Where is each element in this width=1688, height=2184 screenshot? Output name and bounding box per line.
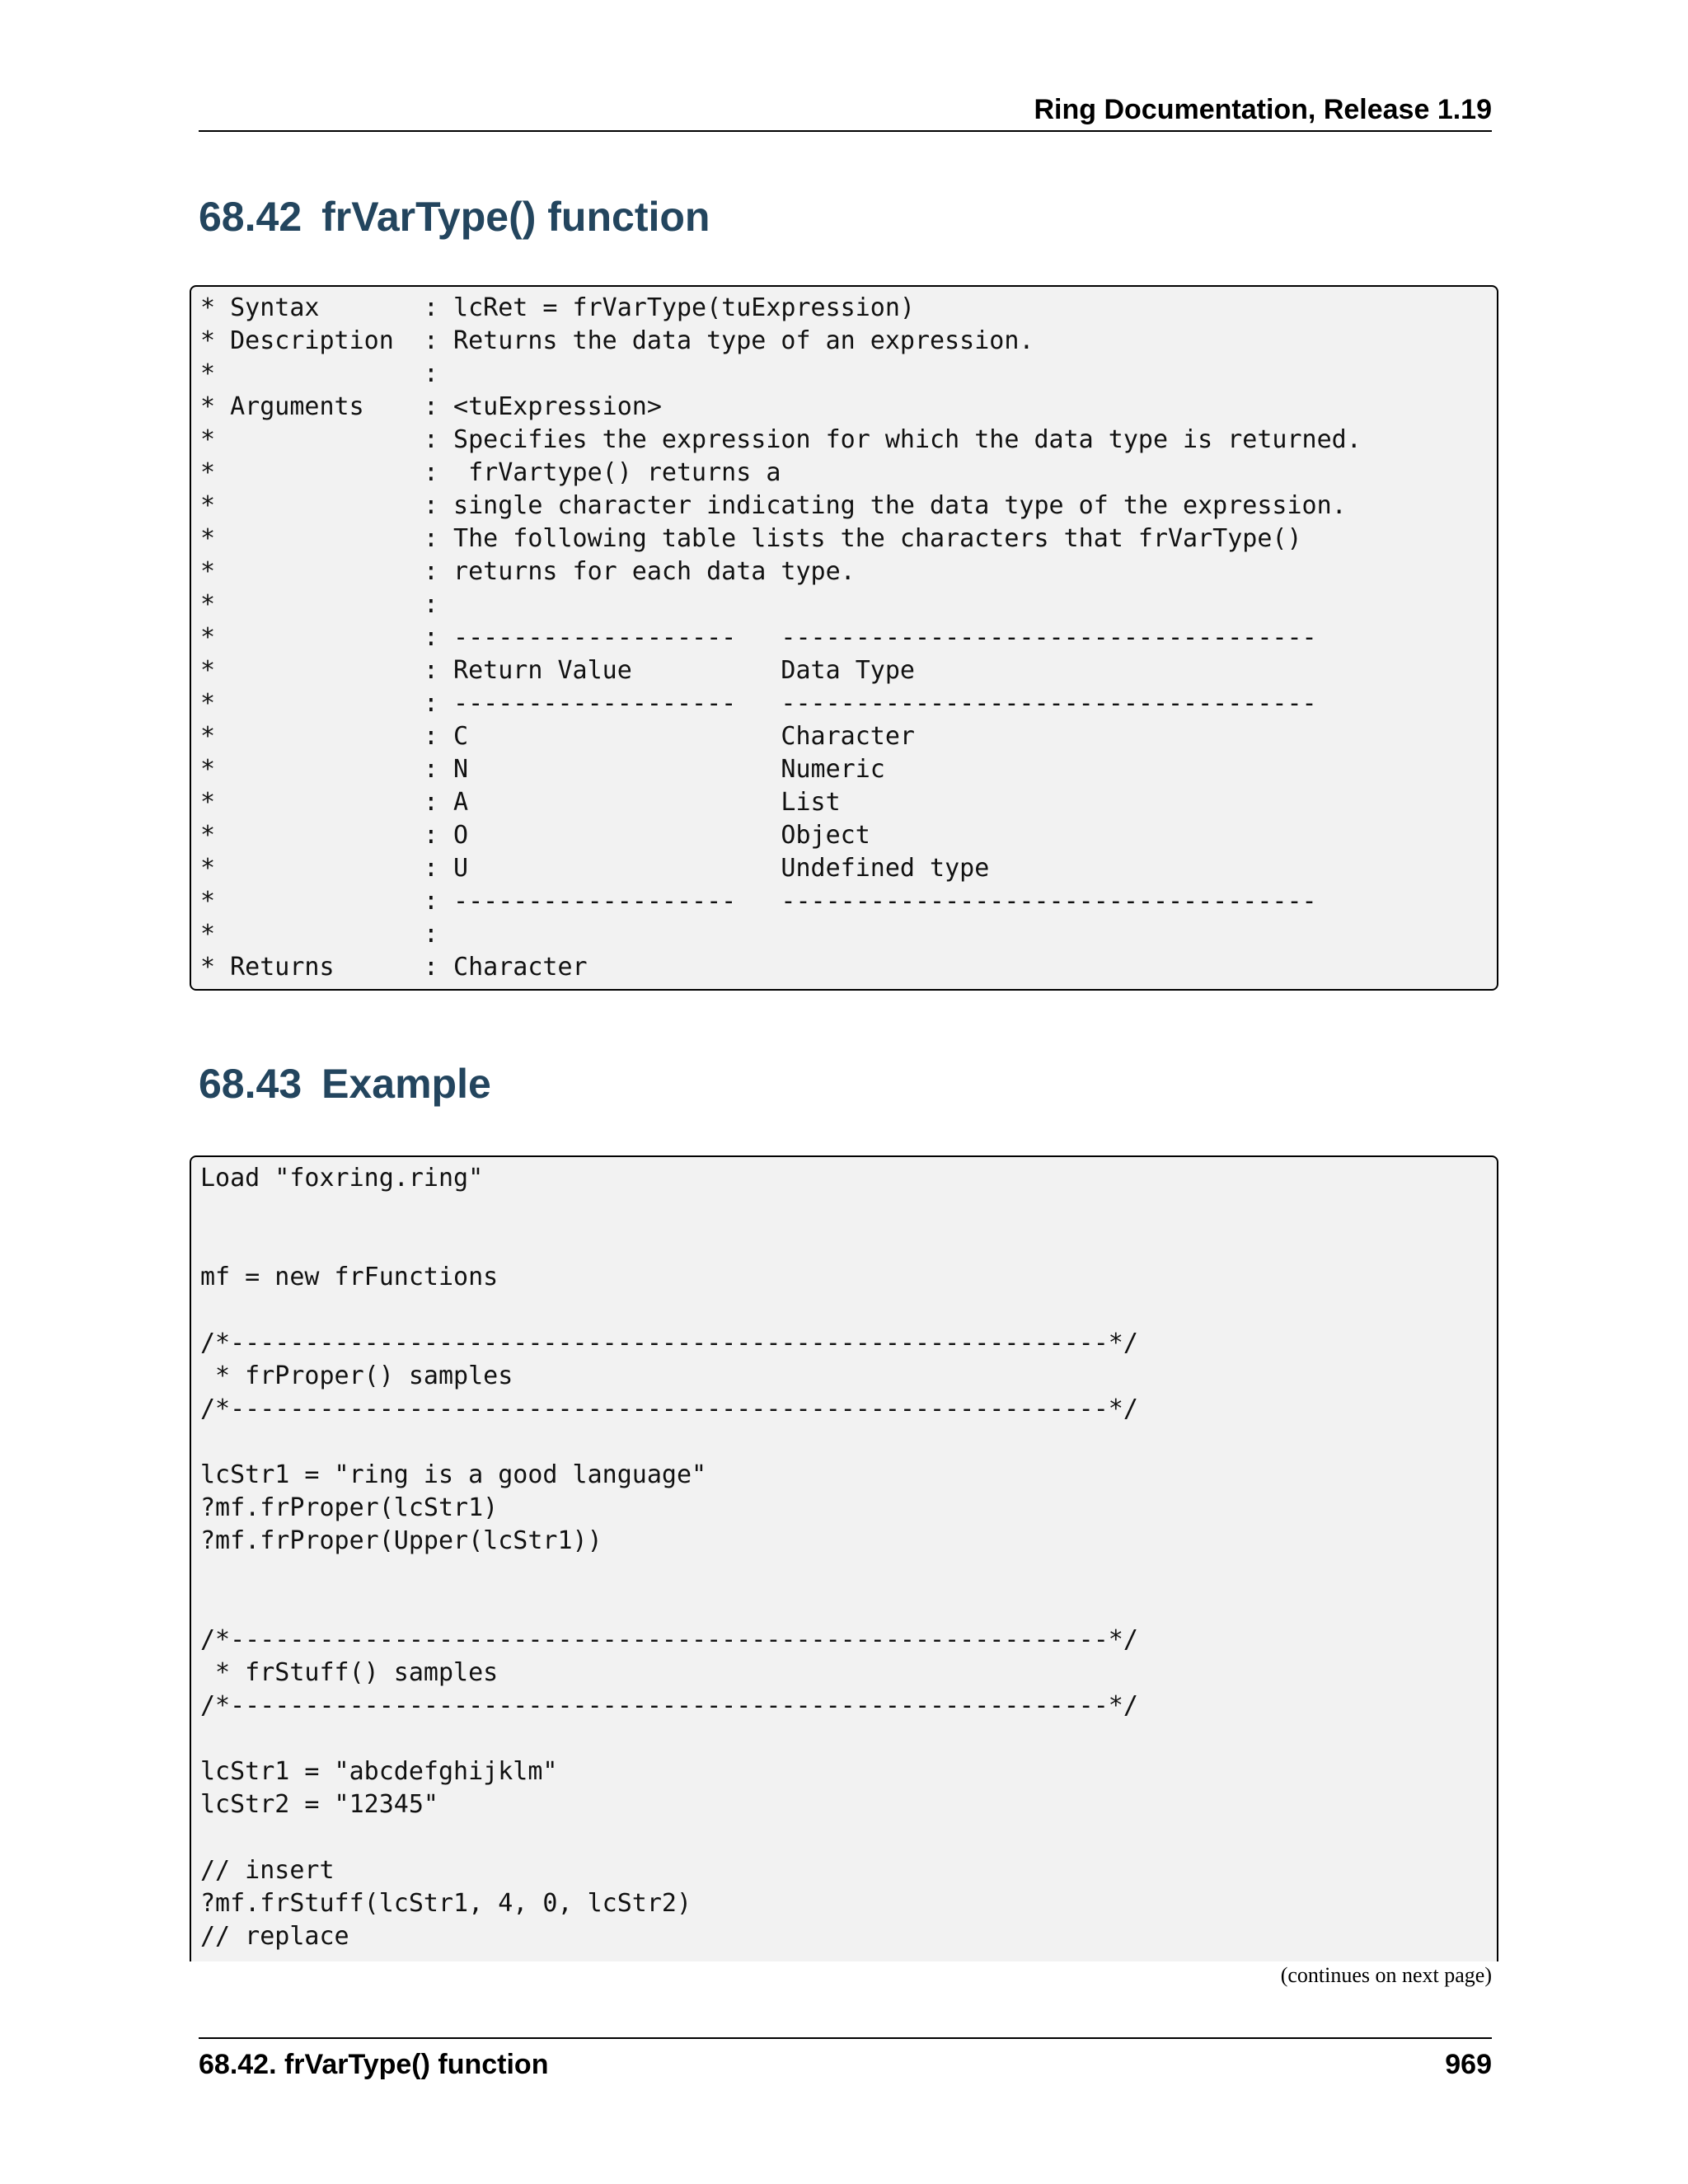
code-block-syntax — [190, 285, 1498, 991]
page-footer — [199, 2037, 1492, 2080]
document-title: Ring Documentation, Release 1.19 — [1034, 94, 1492, 125]
section-heading-example — [199, 1060, 491, 1108]
section-number: 68.42 — [199, 194, 302, 240]
code-block-example — [190, 1155, 1498, 1961]
continues-note: (continues on next page) — [1280, 1963, 1492, 1987]
section-number: 68.43 — [199, 1061, 302, 1107]
page-number: 969 — [1445, 2049, 1492, 2080]
code-text: * Syntax : lcRet = frVarType(tuExpression) * Description : Returns the data type of an expression. * : * Arguments : <tuExpression> * : Specifies the expression for which the data type is returned. * : frVartype() returns a * : single character indicating the data type of the expression. * : The following table lists the characters that frVarType() * : returns for each data type. * : * : ------------------- ------------------------------------ * : Return Value Data Type * : ------------------- ------------------------------------ * : C Character * : N Numeric * : A List * : O Object * : U Undefined type * : ------------------- ------------------------------------ * : * Returns : Character — [200, 293, 1362, 982]
page-header — [199, 91, 1492, 132]
section-title: Example — [321, 1061, 491, 1107]
section-title: frVarType() function — [321, 194, 710, 240]
code-text: Load "foxring.ring" mf = new frFunctions /*-----------------------------------------------------------*/ * frProper() samples /*-----------------------------------------------------------*/ lcStr1 = "ring is a good language" ?mf.frProper(lcStr1) ?mf.frProper(Upper(lcStr1)) /*-----------------------------------------------------------*/ * frStuff() samples /*-----------------------------------------------------------*/ lcStr1 = "abcdefghijklm" lcStr2 = "12345" // insert ?mf.frStuff(lcStr1, 4, 0, lcStr2) // replace — [200, 1164, 1138, 1951]
section-heading-frvartype — [199, 193, 710, 241]
footer-section: 68.42. frVarType() function — [199, 2049, 549, 2080]
